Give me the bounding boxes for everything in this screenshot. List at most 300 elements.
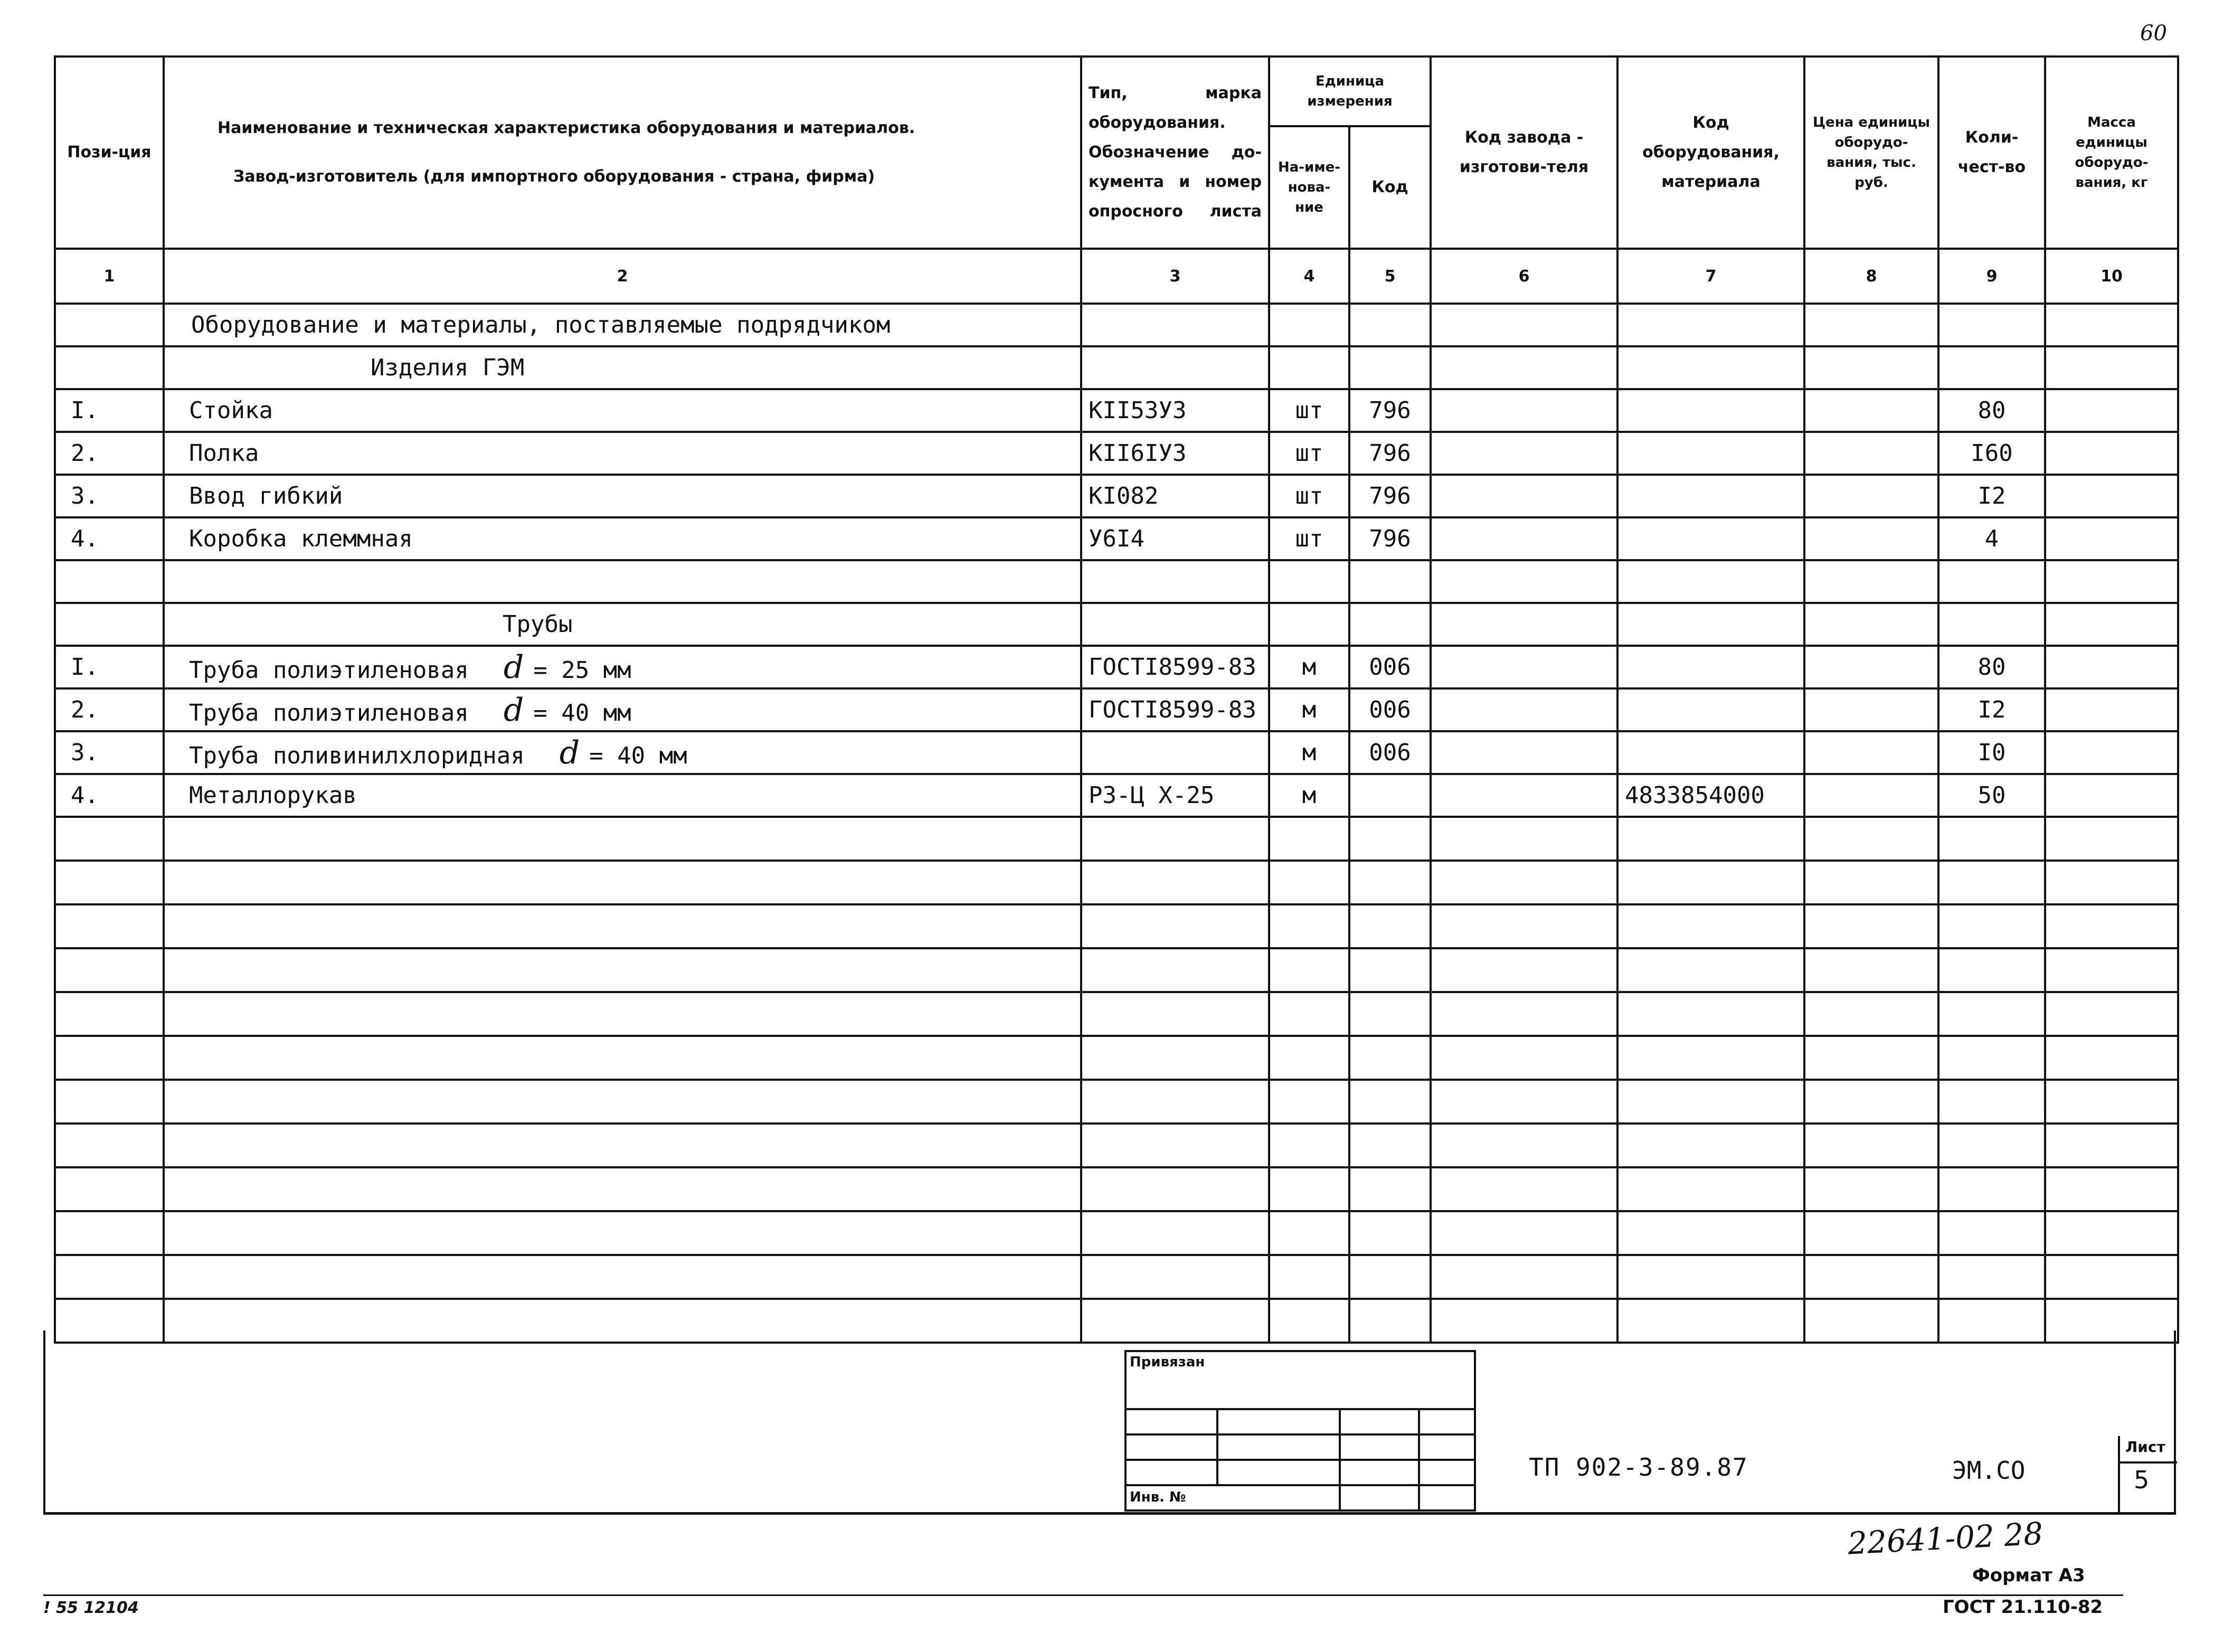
cell-type — [1081, 1255, 1269, 1299]
cell-unit: м — [1269, 774, 1349, 817]
cell-name — [164, 861, 1081, 904]
cell-eqcode — [1617, 304, 1804, 346]
cell-eqcode — [1617, 1255, 1804, 1299]
cell-type — [1081, 731, 1269, 774]
cell-unit: м — [1269, 688, 1349, 731]
cell-eqcode — [1617, 817, 1804, 861]
cell-mass — [2045, 646, 2178, 688]
cell-price — [1804, 1124, 1938, 1167]
header-type-line: опросного листа — [1089, 202, 1262, 221]
cell-eqcode — [1617, 517, 1804, 560]
cell-code — [1349, 603, 1431, 646]
cell-code: 796 — [1349, 389, 1431, 432]
cell-name — [164, 904, 1081, 948]
handwritten-inventory-number: 22641-02 28 — [1847, 1515, 2044, 1562]
cell-code — [1349, 1167, 1431, 1211]
header-price: Цена единицы оборудо-вания, тыс. руб. — [1804, 56, 1938, 249]
header-name-line2: Завод-изготовитель (для импортного оборудования - страна, фирма) — [233, 167, 875, 186]
column-number: 10 — [2045, 249, 2178, 304]
cell-eqcode — [1617, 688, 1804, 731]
table-row — [55, 475, 2178, 517]
cell-type — [1081, 1036, 1269, 1080]
cell-type — [1081, 346, 1269, 389]
cell-factory — [1431, 817, 1617, 861]
cell-pos: 3. — [55, 475, 164, 517]
empty-table-row — [55, 992, 2178, 1036]
cell-qty: 80 — [1938, 389, 2045, 432]
cell-eqcode — [1617, 1211, 1804, 1255]
cell-type — [1081, 992, 1269, 1036]
cell-eqcode — [1617, 1124, 1804, 1167]
cell-unit: шт — [1269, 475, 1349, 517]
cell-pos — [55, 1080, 164, 1124]
cell-pos — [55, 817, 164, 861]
cell-price — [1804, 731, 1938, 774]
cell-unit — [1269, 1167, 1349, 1211]
cell-type: КII53У3 — [1081, 389, 1269, 432]
cell-mass — [2045, 688, 2178, 731]
cell-qty — [1938, 560, 2045, 603]
cell-mass — [2045, 861, 2178, 904]
table-row — [55, 517, 2178, 560]
cell-mass — [2045, 1080, 2178, 1124]
cell-qty: I60 — [1938, 432, 2045, 475]
cell-factory — [1431, 304, 1617, 346]
cell-pos — [55, 948, 164, 992]
cell-type: РЗ-Ц Х-25 — [1081, 774, 1269, 817]
stamp-divider — [1216, 1408, 1218, 1486]
cell-factory — [1431, 603, 1617, 646]
item-name: Изделия ГЭМ — [371, 354, 525, 381]
cell-mass — [2045, 948, 2178, 992]
cell-unit — [1269, 817, 1349, 861]
cell-eqcode — [1617, 346, 1804, 389]
cell-name — [164, 432, 1081, 475]
cell-eqcode — [1617, 389, 1804, 432]
header-type-line: Тип, марка — [1089, 84, 1262, 102]
cell-mass — [2045, 731, 2178, 774]
header-unit-name: На-име-нова-ние — [1269, 126, 1349, 249]
cell-pos — [55, 304, 164, 346]
cell-price — [1804, 1255, 1938, 1299]
gost-label: ГОСТ 21.110-82 — [1943, 1597, 2103, 1618]
cell-price — [1804, 475, 1938, 517]
cell-code — [1349, 1124, 1431, 1167]
column-number: 3 — [1081, 249, 1269, 304]
cell-pos: I. — [55, 389, 164, 432]
empty-table-row — [55, 817, 2178, 861]
item-name: Трубы — [503, 611, 573, 638]
cell-type — [1081, 1167, 1269, 1211]
cell-code — [1349, 861, 1431, 904]
cell-unit — [1269, 948, 1349, 992]
empty-table-row — [55, 1080, 2178, 1124]
cell-factory — [1431, 904, 1617, 948]
specification-rows — [55, 304, 2178, 1343]
cell-price — [1804, 560, 1938, 603]
stamp-divider — [1418, 1408, 1420, 1512]
diameter-value: = 40 мм — [589, 742, 687, 769]
cell-unit: м — [1269, 731, 1349, 774]
cell-unit — [1269, 861, 1349, 904]
cell-pos — [55, 1124, 164, 1167]
diameter-value: = 40 мм — [533, 699, 631, 726]
cell-price — [1804, 1080, 1938, 1124]
cell-factory — [1431, 432, 1617, 475]
cell-name — [164, 1167, 1081, 1211]
diameter-value: = 25 мм — [533, 656, 631, 684]
cell-pos — [55, 1255, 164, 1299]
cell-code: 796 — [1349, 517, 1431, 560]
cell-type — [1081, 1124, 1269, 1167]
sheet-number-box — [2118, 1436, 2177, 1515]
cell-price — [1804, 517, 1938, 560]
cell-code — [1349, 774, 1431, 817]
cell-mass — [2045, 1255, 2178, 1299]
cell-name — [164, 560, 1081, 603]
cell-unit: шт — [1269, 389, 1349, 432]
cell-type — [1081, 948, 1269, 992]
item-name: Металлорукав — [189, 782, 357, 809]
table-row — [55, 304, 2178, 346]
cell-factory — [1431, 1080, 1617, 1124]
cell-pos — [55, 560, 164, 603]
stamp-rule — [1124, 1408, 1476, 1410]
cell-type — [1081, 560, 1269, 603]
empty-table-row — [55, 861, 2178, 904]
stamp-frame — [1124, 1350, 1476, 1512]
cell-mass — [2045, 517, 2178, 560]
cell-mass — [2045, 560, 2178, 603]
cell-name — [164, 304, 1081, 346]
cell-mass — [2045, 603, 2178, 646]
cell-price — [1804, 1036, 1938, 1080]
cell-code — [1349, 992, 1431, 1036]
header-name — [164, 56, 1081, 249]
cell-qty — [1938, 1036, 2045, 1080]
cell-qty — [1938, 1080, 2045, 1124]
cell-qty — [1938, 992, 2045, 1036]
cell-price — [1804, 1167, 1938, 1211]
empty-table-row — [55, 1211, 2178, 1255]
cell-qty — [1938, 346, 2045, 389]
diameter-symbol: d — [503, 691, 524, 729]
cell-unit — [1269, 1124, 1349, 1167]
cell-qty: I0 — [1938, 731, 2045, 774]
item-name: Стойка — [189, 397, 273, 424]
empty-table-row — [55, 904, 2178, 948]
item-name: Труба полиэтиленовая — [189, 656, 469, 684]
cell-qty — [1938, 861, 2045, 904]
cell-mass — [2045, 346, 2178, 389]
cell-factory — [1431, 475, 1617, 517]
cell-factory — [1431, 646, 1617, 688]
cell-unit — [1269, 304, 1349, 346]
column-number: 4 — [1269, 249, 1349, 304]
cell-factory — [1431, 560, 1617, 603]
cell-unit — [1269, 1255, 1349, 1299]
cell-eqcode — [1617, 475, 1804, 517]
cell-unit — [1269, 603, 1349, 646]
cell-unit: шт — [1269, 432, 1349, 475]
cell-unit: м — [1269, 646, 1349, 688]
cell-qty: I2 — [1938, 688, 2045, 731]
diameter-symbol: d — [503, 648, 524, 686]
cell-type — [1081, 817, 1269, 861]
cell-qty — [1938, 304, 2045, 346]
cell-eqcode — [1617, 1036, 1804, 1080]
cell-name — [164, 1124, 1081, 1167]
cell-unit — [1269, 904, 1349, 948]
cell-mass — [2045, 304, 2178, 346]
cell-type: КII6IУ3 — [1081, 432, 1269, 475]
table-row — [55, 646, 2178, 688]
cell-code — [1349, 948, 1431, 992]
cell-name — [164, 688, 1081, 731]
specification-table — [54, 55, 2179, 1344]
table-row — [55, 731, 2178, 774]
item-name: Полка — [189, 440, 259, 467]
cell-mass — [2045, 774, 2178, 817]
cell-unit — [1269, 1211, 1349, 1255]
stamp-rule — [1124, 1484, 1476, 1486]
cell-pos: 4. — [55, 517, 164, 560]
cell-mass — [2045, 389, 2178, 432]
header-type-line: Обозначение до- — [1089, 143, 1262, 162]
cell-mass — [2045, 432, 2178, 475]
column-numbers-row — [55, 249, 2178, 304]
column-number: 1 — [55, 249, 164, 304]
cell-pos — [55, 904, 164, 948]
cell-factory — [1431, 861, 1617, 904]
cell-qty — [1938, 1211, 2045, 1255]
table-row — [55, 560, 2178, 603]
header-position: Пози-ция — [55, 56, 164, 249]
column-number: 5 — [1349, 249, 1431, 304]
cell-name — [164, 475, 1081, 517]
cell-qty: 80 — [1938, 646, 2045, 688]
cell-type — [1081, 1211, 1269, 1255]
cell-pos — [55, 1167, 164, 1211]
title-block-frame — [43, 1330, 2176, 1515]
bottom-rule — [43, 1594, 2123, 1596]
table-row — [55, 346, 2178, 389]
cell-code — [1349, 346, 1431, 389]
empty-table-row — [55, 1036, 2178, 1080]
header-name-line1: Наименование и техническая характеристика оборудования и материалов. — [217, 119, 915, 137]
cell-pos — [55, 603, 164, 646]
cell-qty: 50 — [1938, 774, 2045, 817]
cell-qty — [1938, 817, 2045, 861]
cell-mass — [2045, 817, 2178, 861]
cell-mass — [2045, 992, 2178, 1036]
cell-code: 796 — [1349, 432, 1431, 475]
cell-eqcode — [1617, 560, 1804, 603]
cell-eqcode — [1617, 992, 1804, 1036]
cell-name — [164, 346, 1081, 389]
cell-factory — [1431, 992, 1617, 1036]
cell-qty — [1938, 904, 2045, 948]
cell-name — [164, 731, 1081, 774]
cell-price — [1804, 646, 1938, 688]
header-type — [1081, 56, 1269, 249]
cell-price — [1804, 817, 1938, 861]
document-code: ТП 902-3-89.87 — [1529, 1453, 1748, 1481]
cell-code — [1349, 904, 1431, 948]
cell-qty — [1938, 603, 2045, 646]
attachment-stamp — [1124, 1350, 1476, 1512]
cell-pos — [55, 1211, 164, 1255]
cell-code: 006 — [1349, 731, 1431, 774]
stamp-rule — [1124, 1433, 1476, 1436]
cell-factory — [1431, 731, 1617, 774]
cell-mass — [2045, 475, 2178, 517]
item-name: Труба полиэтиленовая — [189, 699, 469, 726]
column-number: 7 — [1617, 249, 1804, 304]
cell-qty: I2 — [1938, 475, 2045, 517]
cell-name — [164, 603, 1081, 646]
cell-factory — [1431, 517, 1617, 560]
cell-pos: 3. — [55, 731, 164, 774]
cell-factory — [1431, 1124, 1617, 1167]
cell-unit: шт — [1269, 517, 1349, 560]
cell-code — [1349, 817, 1431, 861]
cell-type: КI082 — [1081, 475, 1269, 517]
empty-table-row — [55, 1124, 2178, 1167]
empty-table-row — [55, 1167, 2178, 1211]
cell-mass — [2045, 904, 2178, 948]
cell-code: 006 — [1349, 688, 1431, 731]
cell-name — [164, 1211, 1081, 1255]
cell-unit — [1269, 560, 1349, 603]
item-name: Оборудование и материалы, поставляемые подрядчиком — [191, 311, 891, 338]
corner-page-mark: 60 — [2140, 21, 2167, 45]
cell-eqcode — [1617, 432, 1804, 475]
document-section: ЭМ.СО — [1952, 1456, 2026, 1485]
sheet-number: 5 — [2134, 1466, 2150, 1494]
cell-factory — [1431, 1167, 1617, 1211]
cell-factory — [1431, 948, 1617, 992]
print-identifier: ! 55 12104 — [43, 1599, 139, 1617]
empty-table-row — [55, 1255, 2178, 1299]
cell-mass — [2045, 1167, 2178, 1211]
cell-eqcode — [1617, 948, 1804, 992]
cell-pos: I. — [55, 646, 164, 688]
cell-factory — [1431, 1211, 1617, 1255]
cell-type: ГОСТI8599-83 — [1081, 646, 1269, 688]
cell-factory — [1431, 1255, 1617, 1299]
cell-name — [164, 1080, 1081, 1124]
empty-table-row — [55, 948, 2178, 992]
cell-code — [1349, 1080, 1431, 1124]
cell-eqcode — [1617, 861, 1804, 904]
header-type-line: оборудования. — [1089, 114, 1226, 132]
table-row — [55, 688, 2178, 731]
cell-price — [1804, 432, 1938, 475]
cell-mass — [2045, 1124, 2178, 1167]
cell-code — [1349, 1036, 1431, 1080]
cell-type — [1081, 304, 1269, 346]
cell-unit — [1269, 1036, 1349, 1080]
cell-name — [164, 646, 1081, 688]
cell-qty — [1938, 1255, 2045, 1299]
cell-price — [1804, 948, 1938, 992]
cell-price — [1804, 346, 1938, 389]
cell-qty — [1938, 948, 2045, 992]
cell-code — [1349, 1211, 1431, 1255]
cell-type — [1081, 861, 1269, 904]
cell-price — [1804, 1211, 1938, 1255]
header-unit-code: Код — [1349, 126, 1431, 249]
cell-type — [1081, 904, 1269, 948]
header-equipment-code: Код оборудования, материала — [1617, 56, 1804, 249]
sheet-separator — [2120, 1461, 2177, 1464]
cell-pos — [55, 1036, 164, 1080]
stamp-inventory-label: Инв. № — [1130, 1489, 1186, 1505]
cell-price — [1804, 992, 1938, 1036]
cell-factory — [1431, 1036, 1617, 1080]
cell-unit — [1269, 992, 1349, 1036]
cell-qty — [1938, 1167, 2045, 1211]
cell-eqcode — [1617, 904, 1804, 948]
cell-code — [1349, 1255, 1431, 1299]
cell-pos: 2. — [55, 688, 164, 731]
column-number: 8 — [1804, 249, 1938, 304]
cell-pos — [55, 861, 164, 904]
cell-eqcode — [1617, 1167, 1804, 1211]
stamp-attached-label: Привязан — [1130, 1354, 1205, 1370]
cell-pos: 4. — [55, 774, 164, 817]
cell-pos — [55, 992, 164, 1036]
cell-code: 796 — [1349, 475, 1431, 517]
cell-factory — [1431, 389, 1617, 432]
sheet-label: Лист — [2125, 1438, 2165, 1456]
cell-price — [1804, 389, 1938, 432]
cell-price — [1804, 304, 1938, 346]
stamp-divider — [1339, 1408, 1341, 1512]
item-name: Коробка клеммная — [189, 525, 413, 552]
cell-qty: 4 — [1938, 517, 2045, 560]
cell-eqcode — [1617, 603, 1804, 646]
cell-name — [164, 1036, 1081, 1080]
cell-name — [164, 948, 1081, 992]
table-row — [55, 603, 2178, 646]
format-label: Формат А3 — [1972, 1565, 2085, 1586]
cell-unit — [1269, 346, 1349, 389]
cell-name — [164, 817, 1081, 861]
cell-eqcode — [1617, 646, 1804, 688]
column-number: 6 — [1431, 249, 1617, 304]
cell-eqcode — [1617, 1080, 1804, 1124]
cell-code — [1349, 560, 1431, 603]
cell-factory — [1431, 346, 1617, 389]
cell-name — [164, 774, 1081, 817]
table-row — [55, 432, 2178, 475]
cell-pos — [55, 346, 164, 389]
cell-factory — [1431, 774, 1617, 817]
item-name: Ввод гибкий — [189, 483, 343, 509]
cell-name — [164, 389, 1081, 432]
header-mass: Масса единицы оборудо-вания, кг — [2045, 56, 2178, 249]
cell-price — [1804, 688, 1938, 731]
column-number: 9 — [1938, 249, 2045, 304]
cell-price — [1804, 861, 1938, 904]
cell-eqcode — [1617, 731, 1804, 774]
cell-price — [1804, 774, 1938, 817]
diameter-symbol: d — [559, 734, 580, 771]
column-number: 2 — [164, 249, 1081, 304]
cell-price — [1804, 603, 1938, 646]
